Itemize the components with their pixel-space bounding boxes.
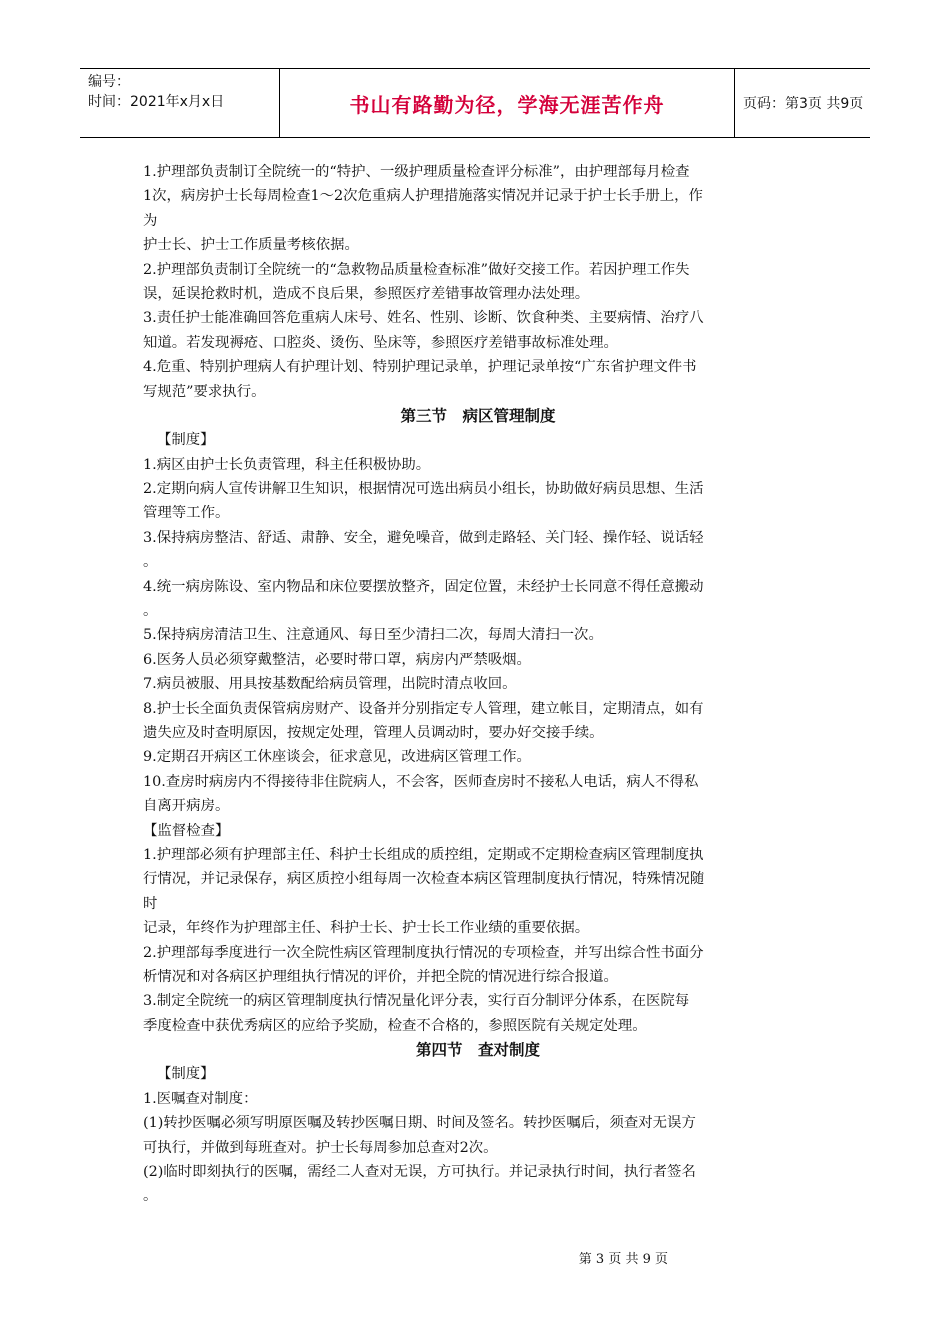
text-line: 知道。若发现褥疮、口腔炎、烫伤、坠床等，参照医疗差错事故标准处理。 bbox=[143, 334, 618, 351]
page-footer: 第 3 页 共 9 页 bbox=[578, 1252, 668, 1267]
section-heading: 第四节 查对制度 bbox=[415, 1041, 540, 1060]
text-line: 1.病区由护士长负责管理，科主任积极协助。 bbox=[143, 456, 431, 473]
doc-number: 编号： bbox=[88, 74, 130, 90]
text-line: 写规范”要求执行。 bbox=[143, 383, 266, 400]
text-line: 7.病员被服、用具按基数配给病员管理，出院时清点收回。 bbox=[143, 676, 517, 693]
text-line: 护士长、护士工作质量考核依据。 bbox=[143, 237, 359, 254]
text-line: 记录，年终作为护理部主任、科护士长、护士长工作业绩的重要依据。 bbox=[143, 920, 590, 937]
page-header bbox=[80, 68, 870, 138]
text-line: 5.保持病房清洁卫生、注意通风、每日至少清扫二次，每周大清扫一次。 bbox=[143, 627, 603, 644]
header-meta bbox=[80, 69, 280, 137]
text-line: 3.保持病房整洁、舒适、肃静、安全，避免噪音，做到走路轻、关门轻、操作轻、说话轻 bbox=[143, 529, 704, 546]
text-line: 管理等工作。 bbox=[143, 505, 230, 522]
text-line: 4.统一病房陈设、室内物品和床位要摆放整齐，固定位置，未经护士长同意不得任意搬动 bbox=[143, 578, 704, 595]
text-line: 2.定期向病人宣传讲解卫生知识，根据情况可选出病员小组长，协助做好病员思想、生活 bbox=[143, 481, 704, 498]
text-line: 1.护理部必须有护理部主任、科护士长组成的质控组，定期或不定期检查病区管理制度执 bbox=[143, 846, 704, 863]
text-line: 可执行，并做到每班查对。护士长每周参加总查对2次。 bbox=[143, 1139, 498, 1156]
header-page-info: 页码：第3页 共9页 bbox=[743, 96, 864, 112]
text-line: 2.护理部每季度进行一次全院性病区管理制度执行情况的专项检查，并写出综合性书面分 bbox=[143, 944, 704, 961]
text-line: (1)转抄医嘱必须写明原医嘱及转抄医嘱日期、时间及签名。转抄医嘱后，须查对无误方 bbox=[143, 1115, 696, 1132]
text-line: 【制度】 bbox=[157, 432, 215, 449]
text-line: 【制度】 bbox=[157, 1066, 215, 1083]
text-line: 遗失应及时查明原因，按规定处理，管理人员调动时，要办好交接手续。 bbox=[143, 724, 604, 741]
document-body bbox=[143, 160, 813, 1209]
text-line: 时 bbox=[143, 895, 158, 912]
text-line: 。 bbox=[143, 1188, 158, 1205]
text-line: 10.查房时病房内不得接待非住院病人，不会客，医师查房时不接私人电话，病人不得私 bbox=[143, 773, 699, 790]
text-line: 行情况，并记录保存，病区质控小组每周一次检查本病区管理制度执行情况，特殊情况随 bbox=[143, 871, 705, 888]
text-line: (2)临时即刻执行的医嘱，需经二人查对无误，方可执行。并记录执行时间，执行者签名 bbox=[143, 1164, 696, 1181]
text-line: 1.医嘱查对制度： bbox=[143, 1090, 258, 1107]
text-line: 4.危重、特别护理病人有护理计划、特别护理记录单，护理记录单按“广东省护理文件书 bbox=[143, 359, 697, 376]
text-line: 1次，病房护士长每周检查1～2次危重病人护理措施落实情况并记录于护士长手册上，作 bbox=[143, 188, 703, 205]
section-heading: 第三节 病区管理制度 bbox=[400, 406, 556, 425]
text-line: 。 bbox=[143, 603, 158, 620]
text-line: 2.护理部负责制订全院统一的“急救物品质量检查标准”做好交接工作。若因护理工作失 bbox=[143, 261, 690, 278]
text-line: 1.护理部负责制订全院统一的“特护、一级护理质量检查评分标准”，由护理部每月检查 bbox=[143, 164, 690, 180]
header-motto: 书山有路勤为径，学海无涯苦作舟 bbox=[280, 69, 735, 137]
doc-time: 时间：2021年x月x日 bbox=[88, 94, 225, 110]
text-line: 6.医务人员必须穿戴整洁，必要时带口罩，病房内严禁吸烟。 bbox=[143, 651, 531, 668]
text-line: 【监督检查】 bbox=[143, 822, 230, 839]
text-line: 自离开病房。 bbox=[143, 798, 230, 815]
text-line: 误，延误抢救时机，造成不良后果，参照医疗差错事故管理办法处理。 bbox=[143, 285, 590, 302]
text-line: 为 bbox=[143, 212, 158, 229]
text-line: 季度检查中获优秀病区的应给予奖励，检查不合格的，参照医院有关规定处理。 bbox=[143, 1017, 647, 1034]
text-line: 9.定期召开病区工休座谈会，征求意见，改进病区管理工作。 bbox=[143, 749, 531, 766]
text-line: 。 bbox=[143, 554, 158, 571]
text-line: 3.制定全院统一的病区管理制度执行情况量化评分表，实行百分制评分体系，在医院每 bbox=[143, 993, 690, 1010]
text-line: 3.责任护士能准确回答危重病人床号、姓名、性别、诊断、饮食种类、主要病情、治疗八 bbox=[143, 310, 704, 327]
text-line: 析情况和对各病区护理组执行情况的评价，并把全院的情况进行综合报道。 bbox=[143, 968, 618, 985]
text-line: 8.护士长全面负责保管病房财产、设备并分别指定专人管理，建立帐目，定期清点，如有 bbox=[143, 700, 704, 717]
